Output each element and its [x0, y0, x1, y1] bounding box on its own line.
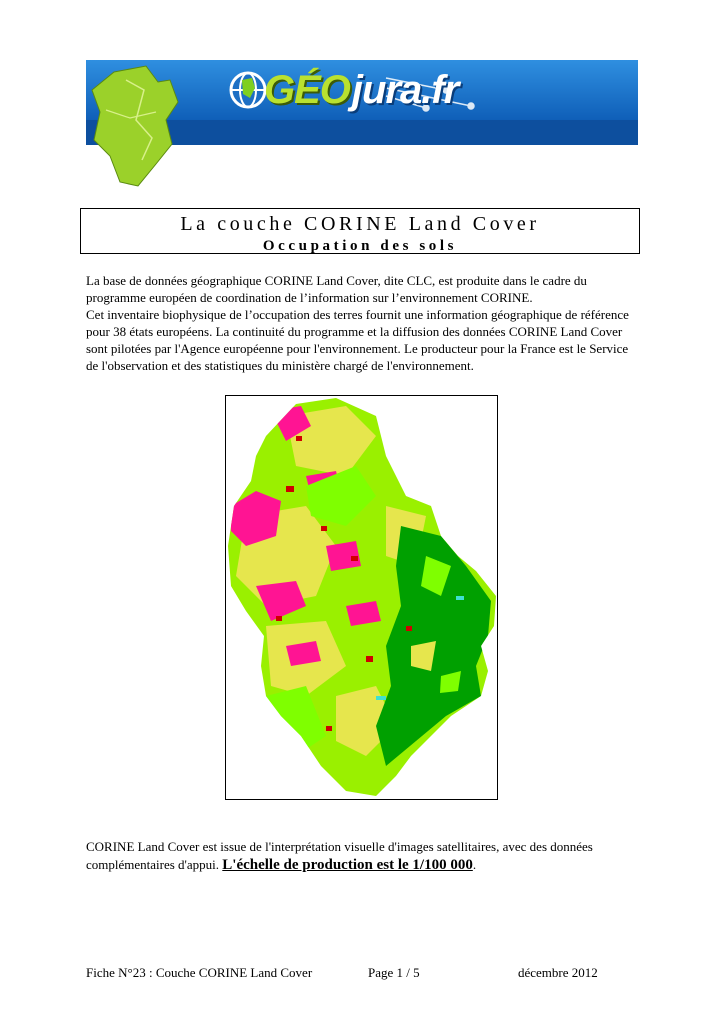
logo-suffix: jura.fr: [351, 68, 459, 112]
outro-text: CORINE Land Cover est issue de l'interprétation visuelle d'images satellitaires, avec des données complémentaires d'appui.: [86, 839, 593, 872]
site-logo-text: [264, 68, 458, 112]
land-cover-map: [226, 396, 497, 799]
footer-page-number: Page 1 / 5: [368, 965, 420, 980]
title-box: [80, 208, 640, 254]
page-title: La couche CORINE Land Cover: [180, 213, 540, 235]
outro-end: .: [472, 857, 477, 872]
footer-sheet-title: Fiche N°23 : Couche CORINE Land Cover: [86, 965, 313, 980]
intro-line-2: Cet inventaire biophysique de l’occupation des terres fournit une information géographique de référence pour 38 états européens. La continuité du programme et la diffusion des données CORINE Land Cover sont pilotées par l'Agence européenne pour l'environnement. Le producteur pour la France est le Service de l'observation et des statistiques du ministère chargé de l'environnement.: [86, 307, 629, 373]
page-subtitle: Occupation des sols: [262, 238, 458, 254]
footer-date: décembre 2012: [518, 965, 598, 980]
outro-paragraph: [86, 838, 638, 874]
intro-line-1: La base de données géographique CORINE Land Cover, dite CLC, est produite dans le cadre du programme européen de coordination de l’information sur l’environnement CORINE.: [86, 273, 587, 305]
logo-prefix: GÉO: [264, 68, 350, 112]
intro-paragraph: [86, 272, 638, 374]
land-cover-map-figure: [225, 395, 498, 800]
jura-region-map-decoration: [86, 60, 236, 190]
production-scale-emphasis: L'échelle de production est le 1/100 000: [222, 857, 473, 873]
